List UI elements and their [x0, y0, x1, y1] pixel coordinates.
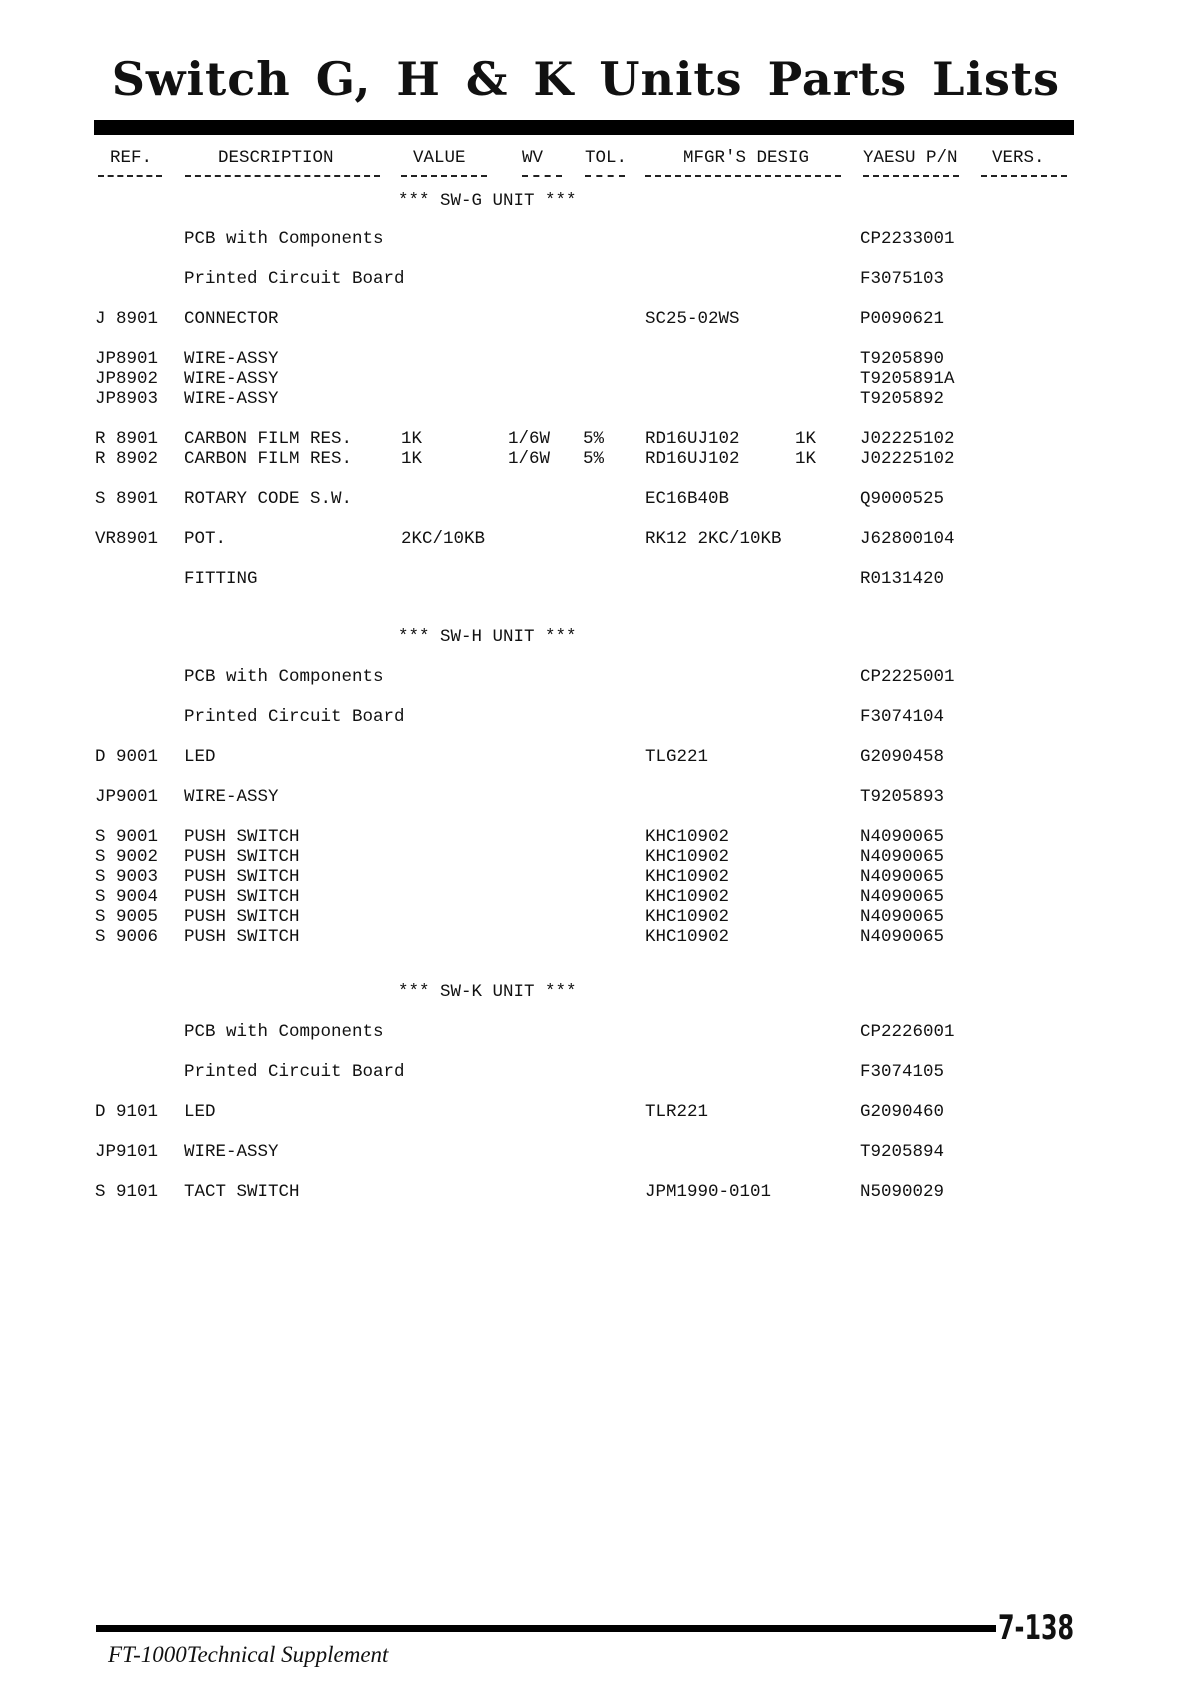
- table-row: [0, 269, 1190, 289]
- part-description: PCB with Components: [184, 1022, 384, 1042]
- table-row: [0, 369, 1190, 389]
- part-ref: S 9002: [95, 847, 159, 867]
- header-dash-value: [401, 175, 487, 177]
- table-row: [0, 1142, 1190, 1162]
- header-dash-pn: [863, 175, 959, 177]
- part-mfgr-desig: RK12 2KC/10KB: [645, 529, 782, 549]
- table-row: [0, 1182, 1190, 1202]
- part-ref: S 9005: [95, 907, 159, 927]
- part-yaesu-pn: N4090065: [860, 827, 945, 847]
- part-tol: 5%: [583, 449, 605, 469]
- part-description: WIRE-ASSY: [184, 369, 279, 389]
- section-heading: *** SW-K UNIT ***: [398, 982, 577, 1002]
- part-yaesu-pn: T9205891A: [860, 369, 955, 389]
- part-yaesu-pn: G2090458: [860, 747, 945, 767]
- part-description: TACT SWITCH: [184, 1182, 300, 1202]
- table-row: [0, 847, 1190, 867]
- part-ref: S 9006: [95, 927, 159, 947]
- table-row: [0, 489, 1190, 509]
- part-description: ROTARY CODE S.W.: [184, 489, 353, 509]
- part-description: WIRE-ASSY: [184, 1142, 279, 1162]
- part-ref: D 9001: [95, 747, 159, 767]
- part-ref: D 9101: [95, 1102, 159, 1122]
- part-mfgr-desig: JPM1990-0101: [645, 1182, 772, 1202]
- part-tol: 5%: [583, 429, 605, 449]
- part-wv: 1/6W: [508, 429, 551, 449]
- part-yaesu-pn: T9205890: [860, 349, 945, 369]
- table-row: [0, 1062, 1190, 1082]
- part-description: Printed Circuit Board: [184, 707, 405, 727]
- part-description: Printed Circuit Board: [184, 1062, 405, 1082]
- part-description: PCB with Components: [184, 229, 384, 249]
- part-yaesu-pn: CP2233001: [860, 229, 955, 249]
- part-description: CARBON FILM RES.: [184, 429, 353, 449]
- part-value: 2KC/10KB: [401, 529, 486, 549]
- header-ref: REF.: [110, 148, 153, 168]
- part-mfgr-desig: KHC10902: [645, 827, 730, 847]
- table-row: [0, 449, 1190, 469]
- part-mfgr-desig: TLR221: [645, 1102, 709, 1122]
- part-mfgr-value: 1K: [795, 429, 817, 449]
- header-dash-wv: [522, 175, 562, 177]
- table-row: [0, 1102, 1190, 1122]
- header-tol: TOL.: [585, 148, 628, 168]
- header-value: VALUE: [413, 148, 466, 168]
- part-yaesu-pn: T9205894: [860, 1142, 945, 1162]
- part-yaesu-pn: N4090065: [860, 847, 945, 867]
- header-pn: YAESU P/N: [863, 148, 958, 168]
- part-ref: S 9004: [95, 887, 159, 907]
- part-ref: JP8902: [95, 369, 159, 389]
- part-description: PUSH SWITCH: [184, 827, 300, 847]
- section-heading: *** SW-G UNIT ***: [398, 191, 577, 211]
- part-ref: R 8902: [95, 449, 159, 469]
- part-mfgr-desig: TLG221: [645, 747, 709, 767]
- part-ref: S 9101: [95, 1182, 159, 1202]
- header-dash-ref: [98, 175, 162, 177]
- header-description: DESCRIPTION: [218, 148, 334, 168]
- part-description: PUSH SWITCH: [184, 887, 300, 907]
- part-mfgr-desig: KHC10902: [645, 847, 730, 867]
- table-row: [0, 747, 1190, 767]
- part-mfgr-desig: RD16UJ102: [645, 449, 740, 469]
- part-ref: J 8901: [95, 309, 159, 329]
- part-ref: JP8901: [95, 349, 159, 369]
- table-row: [0, 569, 1190, 589]
- table-row: [0, 349, 1190, 369]
- part-mfgr-desig: KHC10902: [645, 867, 730, 887]
- part-wv: 1/6W: [508, 449, 551, 469]
- part-description: LED: [184, 747, 216, 767]
- part-value: 1K: [401, 449, 423, 469]
- part-yaesu-pn: J02225102: [860, 449, 955, 469]
- part-yaesu-pn: N4090065: [860, 867, 945, 887]
- part-yaesu-pn: F3074104: [860, 707, 945, 727]
- part-description: POT.: [184, 529, 227, 549]
- part-yaesu-pn: CP2226001: [860, 1022, 955, 1042]
- part-yaesu-pn: CP2225001: [860, 667, 955, 687]
- table-row: [0, 1022, 1190, 1042]
- part-yaesu-pn: N4090065: [860, 907, 945, 927]
- part-yaesu-pn: G2090460: [860, 1102, 945, 1122]
- part-description: CONNECTOR: [184, 309, 279, 329]
- part-yaesu-pn: N4090065: [860, 927, 945, 947]
- part-yaesu-pn: T9205892: [860, 389, 945, 409]
- part-yaesu-pn: J02225102: [860, 429, 955, 449]
- table-row: [0, 429, 1190, 449]
- part-description: FITTING: [184, 569, 258, 589]
- header-vers: VERS.: [992, 148, 1045, 168]
- part-ref: JP8903: [95, 389, 159, 409]
- header-mfgr: MFGR'S DESIG: [683, 148, 810, 168]
- header-dash-description: [185, 175, 380, 177]
- table-row: [0, 927, 1190, 947]
- part-mfgr-desig: KHC10902: [645, 927, 730, 947]
- part-mfgr-value: 1K: [795, 449, 817, 469]
- part-description: WIRE-ASSY: [184, 787, 279, 807]
- title-rule: [94, 120, 1074, 135]
- table-row: [0, 667, 1190, 687]
- header-dash-mfgr: [645, 175, 841, 177]
- table-row: [0, 229, 1190, 249]
- page-number: 7-138: [998, 1608, 1075, 1648]
- part-description: WIRE-ASSY: [184, 389, 279, 409]
- footer-doc-title: FT-1000Technical Supplement: [108, 1642, 389, 1667]
- part-yaesu-pn: Q9000525: [860, 489, 945, 509]
- part-description: PUSH SWITCH: [184, 907, 300, 927]
- part-description: CARBON FILM RES.: [184, 449, 353, 469]
- part-ref: JP9001: [95, 787, 159, 807]
- page-title: Switch G, H & K Units Parts Lists: [111, 52, 1060, 106]
- table-row: [0, 827, 1190, 847]
- part-ref: JP9101: [95, 1142, 159, 1162]
- header-dash-tol: [585, 175, 625, 177]
- part-value: 1K: [401, 429, 423, 449]
- table-row: [0, 787, 1190, 807]
- footer-rule: [96, 1625, 996, 1632]
- part-yaesu-pn: J62800104: [860, 529, 955, 549]
- part-mfgr-desig: EC16B40B: [645, 489, 730, 509]
- part-yaesu-pn: N5090029: [860, 1182, 945, 1202]
- part-ref: S 9003: [95, 867, 159, 887]
- part-yaesu-pn: T9205893: [860, 787, 945, 807]
- part-mfgr-desig: RD16UJ102: [645, 429, 740, 449]
- part-mfgr-desig: SC25-02WS: [645, 309, 740, 329]
- header-dash-vers: [981, 175, 1067, 177]
- part-ref: VR8901: [95, 529, 159, 549]
- part-description: PCB with Components: [184, 667, 384, 687]
- part-description: PUSH SWITCH: [184, 867, 300, 887]
- table-row: [0, 529, 1190, 549]
- table-row: [0, 907, 1190, 927]
- part-description: WIRE-ASSY: [184, 349, 279, 369]
- part-yaesu-pn: F3074105: [860, 1062, 945, 1082]
- part-description: PUSH SWITCH: [184, 847, 300, 867]
- part-yaesu-pn: P0090621: [860, 309, 945, 329]
- part-mfgr-desig: KHC10902: [645, 907, 730, 927]
- table-row: [0, 389, 1190, 409]
- part-description: LED: [184, 1102, 216, 1122]
- table-row: [0, 707, 1190, 727]
- part-yaesu-pn: N4090065: [860, 887, 945, 907]
- part-yaesu-pn: R0131420: [860, 569, 945, 589]
- part-ref: R 8901: [95, 429, 159, 449]
- part-mfgr-desig: KHC10902: [645, 887, 730, 907]
- part-description: PUSH SWITCH: [184, 927, 300, 947]
- part-ref: S 9001: [95, 827, 159, 847]
- part-ref: S 8901: [95, 489, 159, 509]
- table-row: [0, 867, 1190, 887]
- part-yaesu-pn: F3075103: [860, 269, 945, 289]
- section-heading: *** SW-H UNIT ***: [398, 627, 577, 647]
- header-wv: WV: [522, 148, 544, 168]
- table-row: [0, 309, 1190, 329]
- table-row: [0, 887, 1190, 907]
- part-description: Printed Circuit Board: [184, 269, 405, 289]
